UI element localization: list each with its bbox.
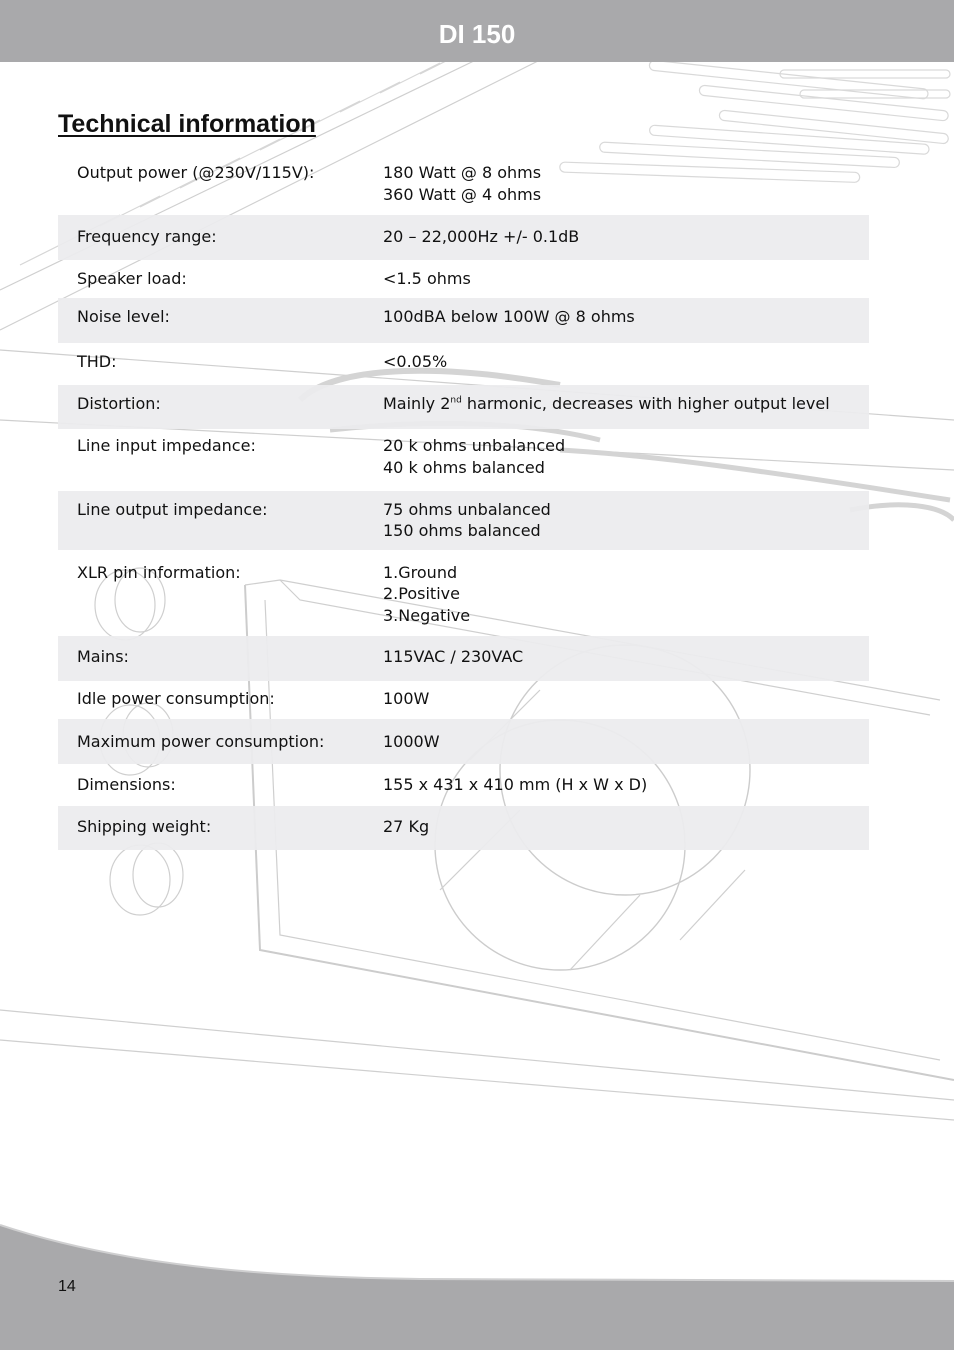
spec-value-suffix: harmonic, decreases with higher output level xyxy=(461,394,830,413)
spec-value: 3.Negative xyxy=(383,606,471,625)
spec-label: Distortion: xyxy=(77,394,161,413)
spec-value: 155 x 431 x 410 mm (H x W x D) xyxy=(383,775,648,794)
spec-value: 1.Ground xyxy=(383,563,458,582)
spec-row-distortion xyxy=(58,385,869,429)
footer-wave xyxy=(0,1215,954,1350)
spec-label: Line output impedance: xyxy=(77,500,268,519)
spec-label: Dimensions: xyxy=(77,775,176,794)
spec-value: 1000W xyxy=(383,732,440,751)
spec-label: Output power (@230V/115V): xyxy=(77,163,315,182)
spec-value: 360 Watt @ 4 ohms xyxy=(383,185,542,204)
section-title: Technical information xyxy=(58,110,316,138)
spec-row-output-power xyxy=(58,151,869,215)
spec-row-mains xyxy=(58,636,869,681)
page-number: 14 xyxy=(58,1278,76,1295)
spec-value: 40 k ohms balanced xyxy=(383,458,545,477)
spec-row-idle-power-consumption xyxy=(58,681,869,719)
spec-label: Line input impedance: xyxy=(77,436,256,455)
spec-label: Maximum power consumption: xyxy=(77,732,325,751)
spec-value: 27 Kg xyxy=(383,817,430,836)
spec-row-maximum-power-consumption xyxy=(58,719,869,764)
spec-row-thd xyxy=(58,343,869,385)
spec-row-line-output-impedance xyxy=(58,491,869,550)
spec-value-prefix: Mainly 2 xyxy=(383,394,451,413)
spec-row-speaker-load xyxy=(58,260,869,298)
page-header-title: DI 150 xyxy=(438,19,516,49)
spec-label: Frequency range: xyxy=(77,227,217,246)
spec-value: 75 ohms unbalanced xyxy=(383,500,551,519)
spec-table xyxy=(58,151,869,850)
spec-value: <0.05% xyxy=(383,352,448,371)
spec-value: 100W xyxy=(383,689,430,708)
spec-row-noise-level xyxy=(58,298,869,343)
spec-label: Shipping weight: xyxy=(77,817,212,836)
spec-value-superscript: nd xyxy=(450,395,462,406)
spec-value: 115VAC / 230VAC xyxy=(383,647,524,666)
spec-value: 100dBA below 100W @ 8 ohms xyxy=(383,307,635,326)
spec-row-line-input-impedance xyxy=(58,429,869,491)
spec-label: XLR pin information: xyxy=(77,563,241,582)
spec-value: 180 Watt @ 8 ohms xyxy=(383,163,542,182)
spec-value: 20 k ohms unbalanced xyxy=(383,436,566,455)
spec-value: <1.5 ohms xyxy=(383,269,471,288)
spec-row-frequency-range xyxy=(58,215,869,260)
spec-value: 20 – 22,000Hz +/- 0.1dB xyxy=(383,227,580,246)
spec-value xyxy=(383,393,830,415)
spec-value: 150 ohms balanced xyxy=(383,521,541,540)
spec-row-xlr-pin-information xyxy=(58,550,869,636)
spec-value: 2.Positive xyxy=(383,584,460,603)
spec-row-shipping-weight xyxy=(58,806,869,850)
spec-label: Speaker load: xyxy=(77,269,187,288)
spec-row-dimensions xyxy=(58,764,869,806)
spec-label: Mains: xyxy=(77,647,129,666)
spec-label: Idle power consumption: xyxy=(77,689,275,708)
spec-label: THD: xyxy=(77,352,117,371)
spec-label: Noise level: xyxy=(77,307,170,326)
